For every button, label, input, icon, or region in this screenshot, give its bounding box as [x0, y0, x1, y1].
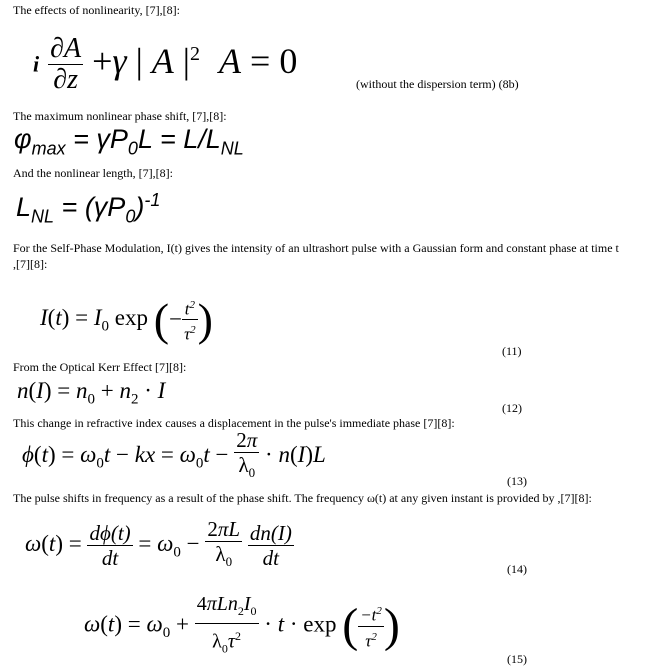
phase-change-heading: This change in refractive index causes a displacement in the pulse's immediate phase [7][8]:	[13, 416, 455, 430]
intensity-equation: $I(t) = I_0$ exp (− $\frac{t^2}{\tau^2}$ )	[40, 293, 213, 345]
equation-number-15: (15)	[507, 652, 527, 666]
nonlinear-length-equation: $L_{NL} = (\gamma P_0)^{-1}$	[16, 190, 161, 227]
nonlinearity-heading: The effects of nonlinearity, [7],[8]:	[13, 3, 180, 17]
nonlinear-length-heading: And the nonlinear length, [7],[8]:	[13, 166, 173, 180]
kerr-equation: $n(I) = n_0 + n_2 \cdot I$	[17, 378, 166, 408]
nonlinearity-equation: i $\frac{\partial A}{\partial z}$ +γ | A $|^2$ A = 0	[33, 33, 298, 96]
kerr-heading: From the Optical Kerr Effect [7][8]:	[13, 360, 187, 374]
phase-equation: $\phi(t) = \omega_0t$ − kx = $\omega_0t$ − $\frac{2\pi}{\lambda_0}$ · n(I)L	[22, 428, 326, 481]
equation-number-12: (12)	[502, 401, 522, 415]
frequency-equation: ω(t) = $\frac{d\phi(t)}{dt}$ = $\omega_0$ − $\frac{2\pi L}{\lambda_0}$ $\frac{dn(I)}{dt}$	[25, 517, 292, 571]
without-dispersion-note: (without the dispersion term) (8b)	[356, 77, 519, 91]
spm-paragraph-line2: ,[7][8]:	[13, 257, 48, 271]
equation-number-11: (11)	[502, 344, 522, 358]
max-phase-equation: $\varphi_{max} = \gamma P_0L = L/L_{NL}$	[14, 124, 244, 159]
max-phase-heading: The maximum nonlinear phase shift, [7],[8]:	[13, 109, 227, 123]
spm-paragraph-line1: For the Self-Phase Modulation, I(t) gives the intensity of an ultrashort pulse with a Gaussian form and constant phase at time t	[13, 241, 619, 255]
equation-number-14: (14)	[507, 562, 527, 576]
frequency-heading: The pulse shifts in frequency as a result of the phase shift. The frequency ω(t) at any given instant is provided by ,[7][8]:	[13, 491, 592, 505]
equation-number-13: (13)	[507, 474, 527, 488]
frequency-expanded-equation: $\omega(t) = \omega_0$ + $\frac{4\pi Ln_2I_0}{\lambda_0\tau^2}$ · t · exp ( $\frac{-t^2}{\tau^2}$ )	[84, 593, 400, 656]
